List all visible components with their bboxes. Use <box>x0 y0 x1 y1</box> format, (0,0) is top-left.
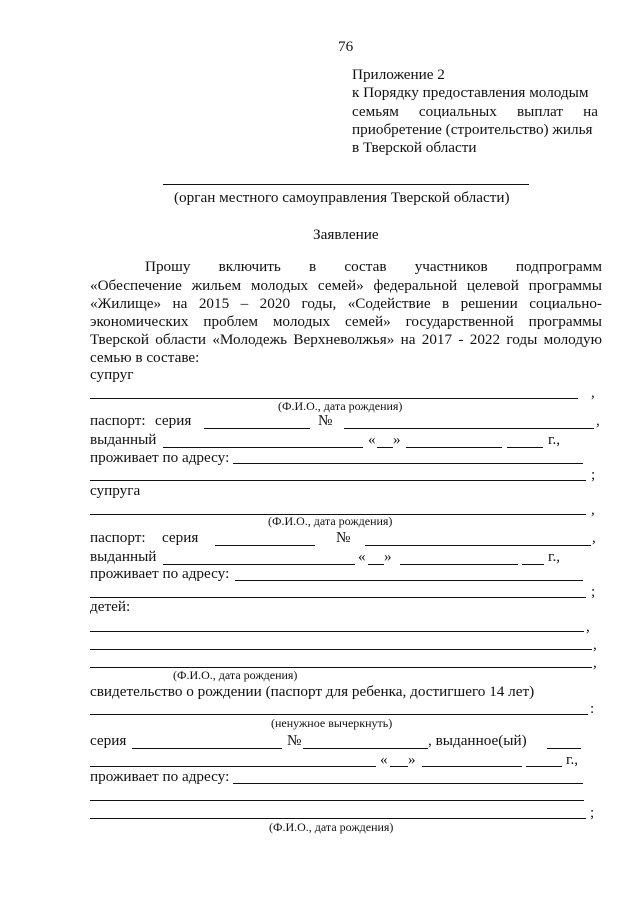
child-year-suffix: г., <box>566 751 579 768</box>
wife-fio-caption: (Ф.И.О., дата рождения) <box>268 514 393 528</box>
child-fio-line-1[interactable] <box>90 631 584 632</box>
children-fio-caption-bottom: (Ф.И.О., дата рождения) <box>269 820 394 834</box>
intro-line-5: Тверской области «Молодежь Верхневолжья» на 2017 - 2022 годы молодую <box>90 331 602 348</box>
husband-fio-caption: (Ф.И.О., дата рождения) <box>278 399 403 413</box>
wife-date-close: » <box>384 548 392 565</box>
wife-date-open: « <box>358 548 366 565</box>
intro-word: подпрограмм <box>515 258 602 275</box>
intro-line-3: «Жилище» на 2015 – 2020 годы, «Содействие в решении социально- <box>90 295 602 312</box>
wife-series-line[interactable] <box>215 545 315 546</box>
intro-line-1 <box>145 258 602 276</box>
wife-issued-label: выданный <box>90 548 157 565</box>
appendix-title: Приложение 2 <box>352 66 445 83</box>
intro-word: состав <box>344 258 387 275</box>
child-address-line-3[interactable] <box>90 818 586 819</box>
appendix-line-1: к Порядку предоставления молодым <box>352 84 589 101</box>
authority-field-line[interactable] <box>163 184 529 185</box>
husband-series-label: серия <box>155 412 192 429</box>
appendix-line-3: приобретение (строительство) жилья <box>352 121 593 138</box>
wife-number-comma: , <box>592 529 596 546</box>
child-comma-2: , <box>593 636 597 653</box>
wife-year-suffix: г., <box>548 548 561 565</box>
child-fio-line-2[interactable] <box>90 649 592 650</box>
wife-day-line[interactable] <box>368 564 384 565</box>
certificate-colon: : <box>590 700 595 717</box>
intro-word: Прошу <box>145 258 191 275</box>
husband-month-line[interactable] <box>406 447 502 448</box>
husband-number-sign: № <box>318 412 333 429</box>
wife-label: супруга <box>90 482 141 499</box>
husband-passport-label: паспорт: <box>90 412 146 429</box>
appendix-word: выплат <box>516 103 564 120</box>
intro-line-6: семью в составе: <box>90 349 200 366</box>
intro-line-4: экономических проблем молодых семей» государственной программы <box>90 313 602 330</box>
child-series-line[interactable] <box>132 748 282 749</box>
husband-day-line[interactable] <box>377 447 393 448</box>
certificate-line[interactable] <box>90 714 588 715</box>
certificate-label: свидетельство о рождении (паспорт для ребенка, достигшего 14 лет) <box>90 683 535 700</box>
husband-year-suffix: г., <box>548 431 561 448</box>
child-end-mark: ; <box>590 804 595 821</box>
appendix-line-4: в Тверской области <box>352 139 477 156</box>
child-day-line[interactable] <box>390 766 408 767</box>
appendix-line-2 <box>352 103 598 121</box>
child-issued-line-2[interactable] <box>90 766 376 767</box>
intro-word: в <box>309 258 317 275</box>
husband-comma: , <box>591 384 595 401</box>
intro-line-2: «Обеспечение жильем молодых семей» федеральной целевой программы <box>90 277 602 294</box>
husband-address-line-2[interactable] <box>90 480 586 481</box>
wife-address-line-2[interactable] <box>90 597 586 598</box>
wife-end-mark: ; <box>591 583 596 600</box>
wife-year-line[interactable] <box>522 564 544 565</box>
husband-date-open: « <box>368 431 376 448</box>
appendix-word: на <box>583 103 598 120</box>
appendix-word: семьям <box>352 103 399 120</box>
child-fio-line-3[interactable] <box>90 667 592 668</box>
child-series-label: серия <box>90 732 127 749</box>
child-address-line-1[interactable] <box>233 783 583 784</box>
appendix-word: социальных <box>418 103 497 120</box>
husband-number-line[interactable] <box>344 428 594 429</box>
husband-address-label: проживает по адресу: <box>90 449 230 466</box>
child-number-line[interactable] <box>303 748 428 749</box>
husband-issued-label: выданный <box>90 431 157 448</box>
husband-issued-line[interactable] <box>163 447 363 448</box>
child-month-line[interactable] <box>422 766 522 767</box>
child-date-open: « <box>380 751 388 768</box>
wife-address-label: проживает по адресу: <box>90 565 230 582</box>
child-issued-line-1[interactable] <box>547 748 581 749</box>
authority-caption: (орган местного самоуправления Тверской области) <box>174 189 510 206</box>
intro-word: включить <box>218 258 281 275</box>
child-address-label: проживает по адресу: <box>90 768 230 785</box>
wife-passport-label: паспорт: <box>90 529 146 546</box>
child-comma-1: , <box>586 618 590 635</box>
wife-number-sign: № <box>336 529 351 546</box>
child-year-line[interactable] <box>526 766 562 767</box>
children-fio-caption: (Ф.И.О., дата рождения) <box>173 668 298 682</box>
wife-address-line-1[interactable] <box>235 580 583 581</box>
husband-address-line-1[interactable] <box>233 463 583 464</box>
child-issued-label: , выданное(ый) <box>428 732 527 749</box>
child-comma-3: , <box>593 654 597 671</box>
husband-date-close: » <box>393 431 401 448</box>
wife-number-line[interactable] <box>365 545 591 546</box>
page-number: 76 <box>338 38 354 55</box>
wife-comma: , <box>591 501 595 518</box>
intro-word: участников <box>414 258 488 275</box>
child-number-sign: № <box>287 732 302 749</box>
husband-label: супруг <box>90 366 134 383</box>
strike-caption: (ненужное вычеркнуть) <box>271 716 393 730</box>
children-label: детей: <box>90 598 131 615</box>
husband-series-line[interactable] <box>204 428 310 429</box>
child-address-line-2[interactable] <box>90 800 584 801</box>
husband-year-line[interactable] <box>507 447 543 448</box>
husband-number-comma: , <box>596 412 600 429</box>
wife-month-line[interactable] <box>400 564 518 565</box>
husband-end-mark: ; <box>591 466 596 483</box>
document-heading: Заявление <box>313 226 379 243</box>
child-date-close: » <box>408 751 416 768</box>
wife-series-label: серия <box>162 529 199 546</box>
